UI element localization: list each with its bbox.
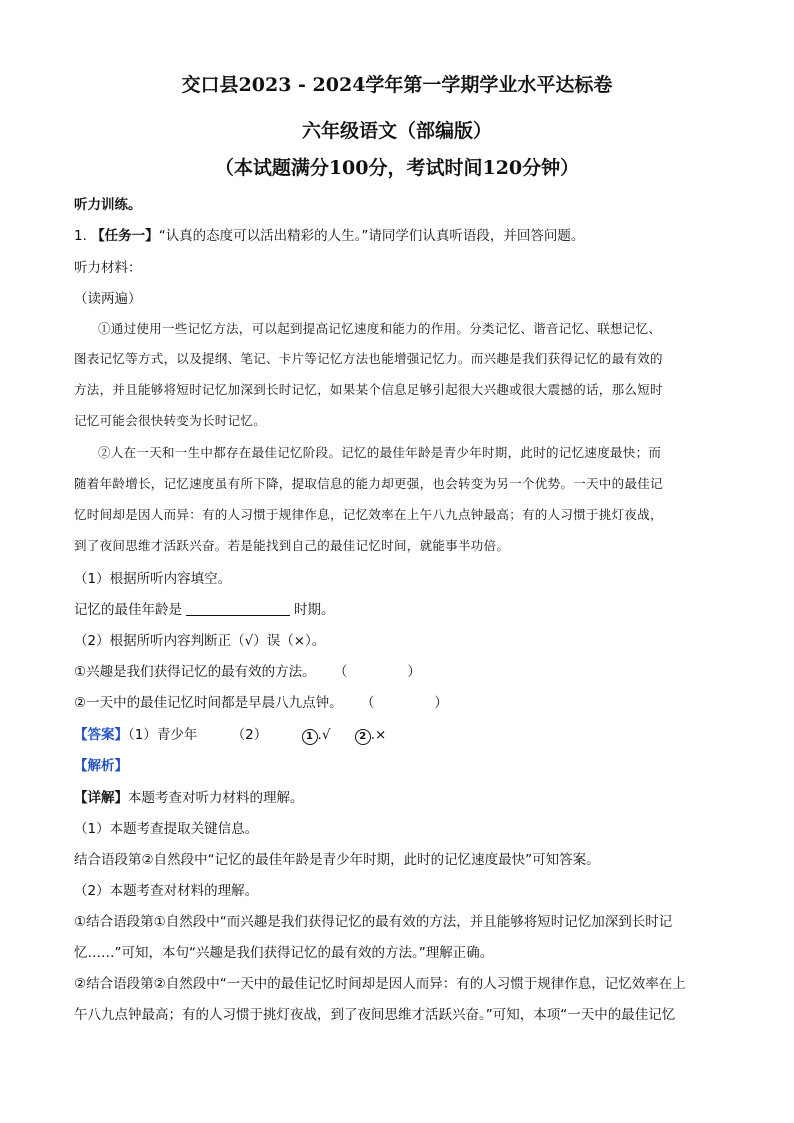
material-p2-line: ②人在一天和一生中都存在最佳记忆阶段。记忆的最佳年龄是青少年时期，此时的记忆速度最快；而 bbox=[98, 445, 662, 460]
detail-s1: （1）本题考查提取关键信息。 bbox=[74, 821, 259, 837]
question-prompt: “认真的态度可以活出精彩的人生。”请同学们认真听语段，并回答问题。 bbox=[158, 228, 585, 244]
detail-s1-text: 结合语段第②自然段中“记忆的最佳年龄是青少年时期，此时的记忆速度最快”可知答案。 bbox=[74, 852, 600, 868]
material-p2-line: 忆时间却是因人而异：有的人习惯于规律作息，记忆效率在上午八九点钟最高；有的人习惯于挑灯夜战， bbox=[74, 507, 663, 522]
detail-line bbox=[74, 786, 304, 806]
judge-item-text: ②一天中的最佳记忆时间都是早晨八九点钟。 bbox=[74, 695, 343, 711]
circled-number: 2 bbox=[355, 729, 371, 745]
analysis-label: 【解析】 bbox=[74, 758, 128, 774]
fill-after: 时期。 bbox=[294, 602, 335, 618]
answer-label: 【答案】 bbox=[74, 727, 128, 743]
material-p1-line: 方法，并且能够将短时记忆加深到长时记忆，如果某个信息足够引起很大兴趣或很大震撼的话，那么短时 bbox=[74, 382, 663, 397]
answer-blank[interactable] bbox=[186, 602, 290, 616]
judge-item-2 bbox=[74, 691, 448, 711]
material-p1-line: 图表记忆等方式，以及提纲、笔记、卡片等记忆方法也能增强记忆力。而兴趣是我们获得记忆的最有效的 bbox=[74, 351, 663, 366]
exam-title: 交口县2023 - 2024学年第一学期学业水平达标卷 bbox=[181, 74, 613, 96]
detail-s2: （2）本题考查对材料的理解。 bbox=[74, 883, 259, 899]
judge-item-text: ①兴趣是我们获得记忆的最有效的方法。 bbox=[74, 664, 316, 680]
detail-intro: 本题考查对听力材料的理解。 bbox=[128, 790, 304, 806]
section-heading: 听力训练。 bbox=[74, 197, 142, 213]
material-p1-line: 记忆可能会很快转变为长时记忆。 bbox=[74, 413, 267, 428]
detail-s2-line: 忆……”可知，本句“兴趣是我们获得记忆的最有效的方法。”理解正确。 bbox=[74, 945, 494, 961]
detail-label: 【详解】 bbox=[74, 790, 128, 806]
answer-mark-1: .√ bbox=[317, 727, 331, 743]
material-label: 听力材料： bbox=[74, 260, 142, 276]
answer-part2: （2） bbox=[231, 727, 268, 743]
judge-item-1 bbox=[74, 660, 421, 680]
question-1-line bbox=[74, 224, 584, 244]
sub-question-1-label: （1）根据所听内容填空。 bbox=[74, 571, 232, 587]
question-number: 1. bbox=[74, 228, 87, 244]
paren-open: （ bbox=[360, 695, 375, 711]
sub-question-2-label: （2）根据所听内容判断正（√）误（×）。 bbox=[74, 633, 326, 649]
detail-s2-line: ①结合语段第①自然段中“而兴趣是我们获得记忆的最有效的方法，并且能够将短时记忆加深到长时记 bbox=[74, 914, 673, 930]
detail-s2-line: 午八九点钟最高；有的人习惯于挑灯夜战，到了夜间思维才活跃兴奋。”可知，本项“一天中的最佳记忆 bbox=[74, 1007, 676, 1023]
material-p2-line: 随着年龄增长，记忆速度虽有所下降，提取信息的能力却更强，也会转变为另一个优势。一天中的最佳记 bbox=[74, 476, 663, 491]
answer-mark-2: .× bbox=[370, 727, 387, 743]
material-p1-line: ①通过使用一些记忆方法，可以起到提高记忆速度和能力的作用。分类记忆、谐音记忆、联想记忆、 bbox=[98, 321, 662, 336]
paren-open: （ bbox=[333, 664, 348, 680]
task-label: 【任务一】 bbox=[91, 228, 159, 244]
fill-blank-line bbox=[74, 598, 335, 618]
circled-number: 1 bbox=[302, 729, 318, 745]
read-note: （读两遍） bbox=[74, 291, 142, 307]
fill-before: 记忆的最佳年龄是 bbox=[74, 602, 182, 618]
material-p2-line: 到了夜间思维才活跃兴奋。若是能找到自己的最佳记忆时间，就能事半功倍。 bbox=[74, 538, 510, 553]
exam-note: （本试题满分100分，考试时间120分钟） bbox=[214, 157, 580, 179]
exam-subtitle: 六年级语文（部编版） bbox=[301, 120, 492, 142]
paren-close: ） bbox=[407, 664, 421, 680]
answer-line bbox=[74, 723, 386, 745]
paren-close: ） bbox=[434, 695, 448, 711]
detail-s2-line: ②结合语段第②自然段中“一天中的最佳记忆时间却是因人而异：有的人习惯于规律作息，记忆效率在上 bbox=[74, 976, 686, 992]
answer-part1: （1）青少年 bbox=[128, 727, 198, 743]
